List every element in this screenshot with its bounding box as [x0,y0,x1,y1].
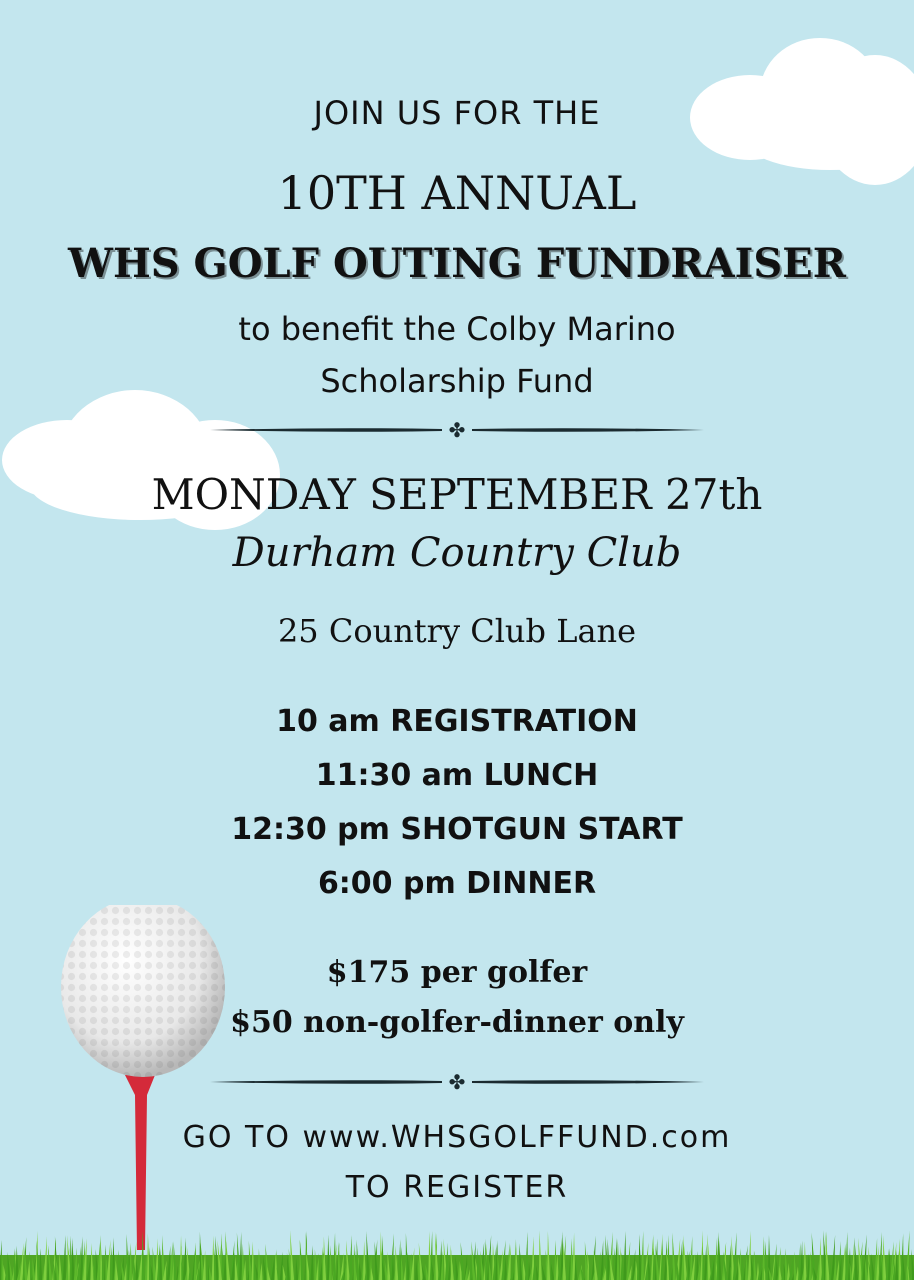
join-text: JOIN US FOR THE [313,94,601,132]
benefit-line2: Scholarship Fund [320,362,594,400]
ornament-divider [210,1072,704,1092]
schedule-item: 10 am REGISTRATION [276,704,638,739]
event-title: WHS GOLF OUTING FUNDRAISER [68,240,846,287]
schedule-item: 6:00 pm DINNER [317,866,597,901]
svg-text:✤: ✤ [448,420,466,440]
price-non-golfer: $50 non-golfer-dinner only [230,1005,684,1040]
annual-text: 10TH ANNUAL [277,166,637,220]
benefit-line1: to benefit the Colby Marino [238,310,676,348]
register-link[interactable]: GO TO www.WHSGOLFFUND.com [182,1120,732,1155]
svg-text:✤: ✤ [448,1072,466,1092]
grass-strip [0,1225,914,1280]
venue-address: 25 Country Club Lane [277,612,637,650]
schedule-item: 11:30 am LUNCH [315,758,599,793]
event-date: MONDAY SEPTEMBER 27th [151,470,763,519]
venue-name: Durham Country Club [232,530,682,576]
price-golfer: $175 per golfer [326,955,588,990]
register-text: TO REGISTER [345,1170,569,1205]
ornament-divider [210,420,704,440]
schedule-item: 12:30 pm SHOTGUN START [231,812,683,847]
